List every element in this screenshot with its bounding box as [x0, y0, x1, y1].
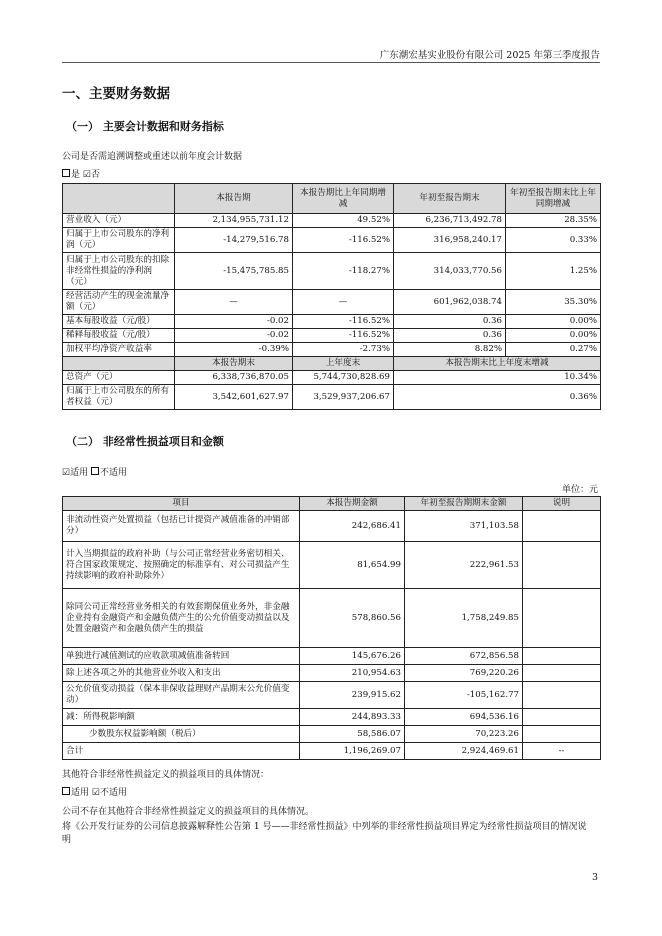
col-header: 本报告期末比上年度末增减 — [394, 357, 601, 371]
col-header: 项目 — [63, 497, 300, 511]
subsection-title-1: （一） 主要会计数据和财务指标 — [66, 120, 224, 133]
table-row: 归属于上市公司股东的净利润（元） -14,279,516.78 -116.52% 316,958,240.17 0.33% — [63, 228, 601, 253]
table-row: 非流动性资产处置损益（包括已计提资产减值准备的冲销部分） 242,686.41 371,103.58 — [63, 511, 601, 542]
checkbox-unchecked-icon — [62, 787, 70, 795]
restate-question: 公司是否需追溯调整或重述以前年度会计数据 — [62, 152, 243, 162]
section-title: 一、主要财务数据 — [62, 86, 170, 102]
table-row: 基本每股收益（元/股） -0.02 -116.52% 0.36 0.00% — [63, 315, 601, 329]
col-header: 年初至报告期末 — [394, 184, 506, 214]
table-row: 加权平均净资产收益率 -0.39% -2.73% 8.82% 0.27% — [63, 343, 601, 357]
col-header: 说明 — [523, 497, 601, 511]
table-row: 稀释每股收益（元/股） -0.02 -116.52% 0.36 0.00% — [63, 329, 601, 343]
header-rule — [62, 62, 600, 63]
unit-label: 单位：元 — [561, 485, 598, 495]
applicable-options: ☑适用 不适用 — [62, 468, 127, 478]
page-number: 3 — [591, 872, 598, 883]
table-row: 总资产（元） 6,338,736,870.05 5,744,730,828.69 10.34% — [63, 371, 601, 385]
restate-options: 是 ☑否 — [62, 167, 100, 180]
col-header: 本报告期比上年同期增减 — [293, 184, 394, 214]
col-header: 上年度末 — [293, 357, 394, 371]
table-row: 归属于上市公司股东的扣除非经常性损益的净利润（元） -15,475,785.85 -118.27% 314,033,770.56 1.25% — [63, 253, 601, 290]
header-blank — [63, 184, 175, 214]
col-header: 年初至报告期末比上年同期增减 — [506, 184, 601, 214]
table-row: 合计 1,196,269.07 2,924,469.61 -- — [63, 743, 601, 760]
reclassification-note: 将《公开发行证券的公司信息披露解释性公告第 1 号——非经常性损益》中列举的非经常性损益项目界定为经常性损益项目的情况说明 — [62, 822, 587, 845]
table-row: 计入当期损益的政府补助（与公司正常经营业务密切相关、符合国家政策规定、按照确定的标准享有、对公司损益产生持续影响的政府补助除外） 81,654.99 222,961.53 — [63, 542, 601, 589]
checkbox-unchecked-icon — [62, 169, 70, 177]
checkbox-unchecked-icon — [91, 467, 99, 475]
table-row: 除上述各项之外的其他营业外收入和支出 210,954.63 769,220.26 — [63, 665, 601, 682]
other-applicable-options: 适用 ☑不适用 — [62, 785, 127, 798]
col-header: 本报告期金额 — [300, 497, 405, 511]
table-row: 单独进行减值测试的应收款项减值准备转回 145,676.26 672,856.58 — [63, 648, 601, 665]
other-items-question: 其他符合非经常性损益定义的损益项目的具体情况： — [62, 770, 270, 780]
table-row: 减：所得税影响额 244,893.33 694,536.16 — [63, 709, 601, 726]
header-blank — [63, 357, 175, 371]
non-recurring-table — [62, 496, 601, 760]
col-header: 本报告期末 — [175, 357, 293, 371]
col-header: 本报告期 — [175, 184, 293, 214]
table-row: 除同公司正常经营业务相关的有效套期保值业务外，非金融企业持有金融资产和金融负债产生的公允价值变动损益以及处置金融资产和金融负债产生的损益 578,860.56 1,758,249.85 — [63, 589, 601, 648]
other-items-statement: 公司不存在其他符合非经常性损益定义的损益项目的具体情况。 — [62, 807, 315, 817]
checkbox-checked-icon: ☑ — [82, 170, 91, 180]
table-row: 经营活动产生的现金流量净额（元） — — 601,962,038.74 35.30% — [63, 290, 601, 315]
checkbox-checked-icon: ☑ — [91, 788, 100, 798]
table-row: 少数股东权益影响额（税后） 58,586.07 70,223.26 — [63, 726, 601, 743]
col-header: 年初至报告期期末金额 — [405, 497, 523, 511]
subsection-title-2: （二） 非经常性损益项目和金额 — [66, 435, 224, 448]
checkbox-checked-icon: ☑ — [62, 468, 71, 478]
table-row: 公允价值变动损益（保本非保收益理财产品期末公允价值变动） 239,915.62 -105,162.77 — [63, 682, 601, 709]
page-header: 广东潮宏基实业股份有限公司 2025 年第三季度报告 — [379, 50, 600, 61]
table-row: 营业收入（元） 2,134,955,731.12 49.52% 6,236,713,492.78 28.35% — [63, 214, 601, 228]
table-row: 归属于上市公司股东的所有者权益（元） 3,542,601,627.97 3,529,937,206.67 0.36% — [63, 385, 601, 410]
key-financial-table — [62, 183, 601, 410]
